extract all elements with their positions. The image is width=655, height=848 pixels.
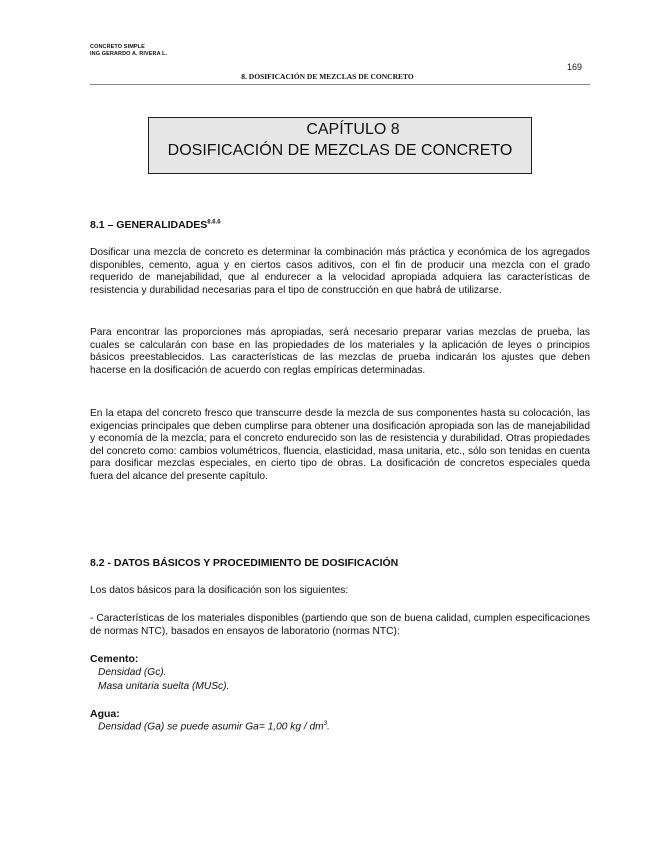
paragraph-intro: Los datos básicos para la dosificación son los siguientes: — [90, 585, 349, 596]
chapter-title-box — [148, 117, 532, 174]
header-section: 8. DOSIFICACIÓN DE MEZCLAS DE CONCRETO — [241, 72, 414, 81]
paragraph-2: Para encontrar las proporciones más apropiadas, será necesario preparar varias mezclas de prueba, las cuales se calcularán con base en las propiedades de los materiales y la aplicación de leyes o principios básicos preestablecidos. Las características de las mezclas de prueba indicarán los ajustes que deben hacerse en la dosificación de acuerdo con reglas empíricas determinadas. — [90, 327, 590, 376]
agua-label: Agua: — [90, 708, 120, 720]
paragraph-1: Dosificar una mezcla de concreto es determinar la combinación más práctica y económica de los agregados disponibles, cemento, agua y en ciertos casos aditivos, con el fin de producir una mezcla con el grado requerido de manejabilidad, que al endurecer a la velocidad apropiada adquiera las características de resistencia y durabilidad necesarias para el tipo de construcción en que habrá de utilizarse. — [90, 247, 590, 296]
section-title: 8.1 – GENERALIDADES — [90, 219, 208, 231]
page-number: 169 — [566, 62, 582, 72]
paragraph-3: En la etapa del concreto fresco que transcurre desde la mezcla de sus componentes hasta su colocación, las exigencias principales que deben cumplirse para obtener una dosificación apropiada son las de manejabilidad y economía de la mezcla; para el concreto endurecido son las de resistencia y durabilidad. Otras propiedades del concreto como: cambios volumétricos, fluencia, elasticidad, masa unitaria, etc., sólo son tenidas en cuenta para dosificar mezclas especiales, en cierto tipo de obras. La dosificación de concretos especiales queda fuera del alcance del presente capítulo. — [90, 408, 590, 482]
header-author-block — [90, 44, 167, 57]
chapter-title: DOSIFICACIÓN DE MEZCLAS DE CONCRETO — [167, 142, 513, 159]
cemento-item-unit-mass: Masa unitaria suelta (MUSc). — [98, 681, 230, 692]
cemento-label: Cemento: — [90, 653, 139, 665]
section-heading-8-1 — [90, 219, 221, 231]
agua-item-density — [98, 721, 330, 732]
agua-exponent: 3 — [323, 721, 328, 727]
chapter-number: CAPÍTULO 8 — [306, 121, 400, 138]
agua-period: . — [327, 721, 330, 733]
section-heading-8-2: 8.2 - DATOS BÁSICOS Y PROCEDIMIENTO DE DOSIFICACIÓN — [90, 557, 399, 569]
agua-density-text: Densidad (Ga) se puede asumir Ga= 1,00 kg / dm — [98, 721, 324, 733]
header-book-title: CONCRETO SIMPLE — [90, 44, 145, 50]
section-reference: 8.6.6 — [207, 219, 221, 226]
cemento-item-density: Densidad (Gc). — [98, 667, 167, 678]
paragraph-materials: - Características de los materiales disponibles (partiendo que son de buena calidad, cumplen especificaciones de normas NTC), basados en ensayos de laboratorio (normas NTC): — [90, 613, 590, 637]
header-author: ING GERARDO A. RIVERA L. — [90, 50, 168, 57]
header-divider — [90, 84, 590, 85]
